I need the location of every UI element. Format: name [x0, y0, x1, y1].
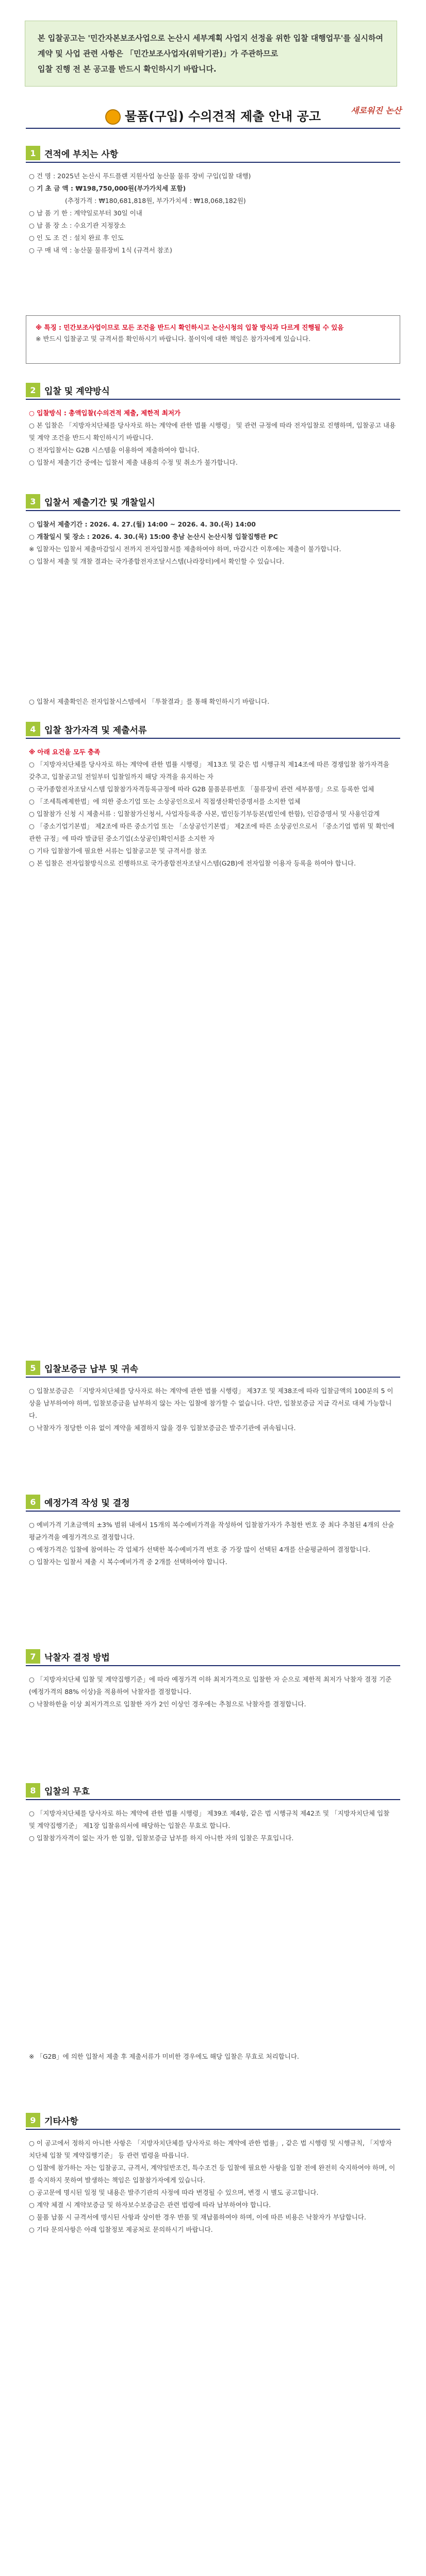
section-divider: [26, 1377, 400, 1378]
section-5-body: [29, 1385, 397, 1434]
section-divider: [26, 1511, 400, 1512]
etc-1: ○ 이 공고에서 정하지 아니한 사항은 「지방자치단체를 당사자로 하는 계약에 관한 법률」, 같은 법 시행령 및 시행규칙, 「지방자치단체 입찰 및 계약집행기준」 등 관련 법령을 따릅니다.: [29, 2139, 392, 2159]
section-2-body: [29, 407, 397, 469]
section-divider: [26, 1799, 400, 1800]
section-title: 견적에 부치는 사항: [44, 149, 119, 160]
item-base-amount: ○ 기 초 금 액 : ₩198,750,000원(부가가치세 포함): [29, 184, 186, 192]
contract-law: ○ 본 입찰은 「지방자치단체를 당사자로 하는 계약에 관한 법률 시행령」 및 관련 규정에 따라 전자입찰로 진행하며, 입찰공고 내용 및 계약 조건을 반드시 확인하시기 바랍니다.: [29, 421, 396, 442]
price-rule-1: ○ 예비가격 기초금액의 ±3% 범위 내에서 15개의 복수예비가격을 작성하여 입찰참가자가 추첨한 번호 중 최다 추첨된 4개의 산술평균가격을 예정가격으로 결정합니다.: [29, 1521, 395, 1541]
deposit-forfeit: ○ 낙찰자가 정당한 이유 없이 계약을 체결하지 않을 경우 입찰보증금은 발주기관에 귀속됩니다.: [29, 1424, 296, 1432]
invalid-rule-3: ※ 「G2B」에 의한 입찰서 제출 후 제출서류가 미비한 경우에도 해당 입찰은 무효로 처리합니다.: [29, 2053, 299, 2060]
section-divider: [26, 399, 400, 400]
section-8-body: [29, 1807, 397, 1844]
requirement-note: ※ 아래 요건을 모두 충족: [29, 748, 101, 756]
section-title: 기타사항: [44, 2116, 78, 2127]
section-divider: [26, 738, 400, 739]
section-8-header: [26, 1783, 90, 1798]
deposit-rule: ○ 입찰보증금은 「지방자치단체를 당사자로 하는 계약에 관한 법률 시행령」 제37조 및 제38조에 따라 입찰금액의 100분의 5 이상을 납부하여야 하며, 입찰보증금을 납부하지 않는 자는 입찰에 참가할 수 없습니다. 다만, 입찰보증금 지급 각서로 대체 가능합니다.: [29, 1387, 394, 1419]
section-number: 5: [26, 1361, 40, 1375]
section-number: 1: [26, 146, 40, 160]
section-title: 입찰 및 계약방식: [44, 386, 110, 397]
section-6-body: [29, 1519, 397, 1568]
section-divider: [26, 1665, 400, 1666]
section-4-header: [26, 721, 146, 737]
item-estimate: (추정가격 : ₩180,681,818원, 부가가치세 : ₩18,068,182원): [65, 197, 246, 205]
intro-line-2: 입찰 진행 전 본 공고를 반드시 확인하시기 바랍니다.: [38, 64, 217, 74]
section-number: 6: [26, 1495, 40, 1509]
section-divider: [26, 162, 400, 163]
requirement-7: ○ 본 입찰은 전자입찰방식으로 진행하므로 국가종합전자조달시스템(G2B)에 전자입찰 이용자 등록을 하여야 합니다.: [29, 859, 356, 867]
section-3-header: [26, 494, 155, 509]
result-check-note: ○ 입찰서 제출확인은 전자입찰시스템에서 「투찰결과」를 통해 확인하시기 바랍니다.: [29, 698, 270, 705]
section-title: 입찰보증금 납부 및 귀속: [44, 1364, 138, 1375]
section-9-header: [26, 2112, 78, 2128]
notice-line-1: ※ 특징 : 민간보조사업이므로 모든 조건을 반드시 확인하시고 논산시청의 입찰 방식과 다르게 진행될 수 있음: [36, 324, 344, 331]
result-note: ○ 입찰서 제출 및 개찰 결과는 국가종합전자조달시스템(나라장터)에서 확인할 수 있습니다.: [29, 557, 285, 565]
special-notice-box: [26, 315, 400, 364]
submit-note: ※ 입찰자는 입찰서 제출마감일시 전까지 전자입찰서를 제출하여야 하며, 마감시간 이후에는 제출이 불가합니다.: [29, 545, 341, 553]
contract-g2b: ○ 전자입찰서는 G2B 시스템을 이용하여 제출하여야 합니다.: [29, 446, 200, 454]
section-divider: [26, 510, 400, 511]
requirement-4: ○ 입찰참가 신청 시 제출서류 : 입찰참가신청서, 사업자등록증 사본, 법인등기부등본(법인에 한함), 인감증명서 및 사용인감계: [29, 810, 380, 818]
requirement-5: ○ 「중소기업기본법」 제2조에 따른 중소기업 또는 「소상공인기본법」 제2조에 따른 소상공인으로서 「중소기업 범위 및 확인에 관한 규정」에 따라 발급된 중소기업(소상공인)확인서를 소지한 자: [29, 822, 395, 842]
section-divider: [26, 2129, 400, 2130]
item-name: ○ 건 명 : 2025년 논산시 푸드플랜 지원사업 농산물 물류 장비 구입(입찰 대행): [29, 172, 251, 180]
etc-6: ○ 기타 문의사항은 아래 입찰정보 제공처로 문의하시기 바랍니다.: [29, 2226, 213, 2233]
award-rule-2: ○ 낙찰하한율 이상 최저가격으로 입찰한 자가 2인 이상인 경우에는 추첨으로 낙찰자를 결정합니다.: [29, 1700, 306, 1708]
submit-period: ○ 입찰서 제출기간 : 2026. 4. 27.(월) 14:00 ~ 2026. 4. 30.(목) 14:00: [29, 520, 256, 528]
notice-line-2: ※ 반드시 입찰공고 및 규격서를 확인하시기 바랍니다. 불이익에 대한 책임은 참가자에게 있습니다.: [36, 335, 311, 343]
section-number: 9: [26, 2113, 40, 2127]
section-number: 8: [26, 1783, 40, 1798]
section-number: 4: [26, 722, 40, 736]
section-title: 입찰서 제출기간 및 개찰일시: [44, 497, 155, 508]
section-7-body: [29, 1673, 397, 1710]
invalid-rule-1: ○ 「지방자치단체를 당사자로 하는 계약에 관한 법률 시행령」 제39조 제4항, 같은 법 시행규칙 제42조 및 「지방자치단체 입찰 및 계약집행기준」 제1장 입찰유의서에 해당하는 입찰은 무효로 합니다.: [29, 1809, 390, 1829]
price-rule-2: ○ 예정가격은 입찰에 참여하는 각 업체가 선택한 복수예비가격 번호 중 가장 많이 선택된 4개를 산술평균하여 결정합니다.: [29, 1546, 371, 1553]
intro-notice-box: [25, 21, 397, 87]
etc-3: ○ 공고문에 명시된 일정 및 내용은 발주기관의 사정에 따라 변경될 수 있으며, 변경 시 별도 공고합니다.: [29, 2189, 319, 2196]
requirement-6: ○ 기타 입찰참가에 필요한 서류는 입찰공고문 및 규격서를 참조: [29, 847, 207, 855]
contract-cancel: ○ 입찰서 제출기간 중에는 입찰서 제출 내용의 수정 및 취소가 불가합니다.: [29, 459, 238, 466]
section-title: 낙찰자 결정 방법: [44, 1652, 110, 1663]
page-title-text: 물품(구입) 수의견적 제출 안내 공고: [125, 109, 321, 124]
section-4-body: [29, 746, 397, 870]
award-rule-1: ○ 「지방자치단체 입찰 및 계약집행기준」에 따라 예정가격 이하 최저가격으로 입찰한 자 순으로 제한적 최저가 낙찰자 결정 기준(예정가격의 88% 이상)을 적용하여 낙찰자를 결정합니다.: [29, 1675, 392, 1696]
contract-method: ○ 입찰방식 : 총액입찰(수의견적 제출, 제한적 최저가: [29, 409, 181, 417]
item-place: ○ 납 품 장 소 : 수요기관 지정장소: [29, 222, 126, 229]
price-rule-3: ○ 입찰자는 입찰서 제출 시 복수예비가격 중 2개를 선택하여야 합니다.: [29, 1558, 227, 1566]
section-8-extra: [29, 2050, 397, 2063]
etc-5: ○ 물품 납품 시 규격서에 명시된 사항과 상이한 경우 반품 및 재납품하여야 하며, 이에 따른 비용은 낙찰자가 부담합니다.: [29, 2213, 366, 2221]
item-delivery: ○ 인 도 조 건 : 설치 완료 후 인도: [29, 234, 124, 242]
section-title: 예정가격 작성 및 결정: [44, 1498, 130, 1509]
section-number: 7: [26, 1649, 40, 1664]
etc-4: ○ 계약 체결 시 계약보증금 및 하자보수보증금은 관련 법령에 따라 납부하여야 합니다.: [29, 2201, 271, 2209]
section-3-extra: [29, 696, 397, 708]
section-number: 3: [26, 494, 40, 509]
requirement-2: ○ 국가종합전자조달시스템 입찰참가자격등록규정에 따라 G2B 물품분류번호 「물류장비 관련 세부품명」으로 등록한 업체: [29, 785, 374, 793]
etc-2: ○ 입찰에 참가하는 자는 입찰공고, 규격서, 계약일반조건, 특수조건 등 입찰에 필요한 사항을 입찰 전에 완전히 숙지하여야 하며, 이를 숙지하지 못하여 발생하는 책임은 입찰참가자에게 있습니다.: [29, 2164, 396, 2184]
city-brand-logo: 새로워진 논산: [351, 106, 402, 115]
section-5-header: [26, 1360, 138, 1376]
coin-icon: [105, 109, 121, 125]
invalid-rule-2: ○ 입찰참가자격이 없는 자가 한 입찰, 입찰보증금 납부를 하지 아니한 자의 입찰은 무효입니다.: [29, 1834, 294, 1842]
requirement-3: ○ 「조세특례제한법」에 의한 중소기업 또는 소상공인으로서 직접생산확인증명서를 소지한 업체: [29, 798, 301, 805]
section-7-header: [26, 1649, 110, 1664]
section-3-body: [29, 518, 397, 568]
requirement-1: ○ 「지방자치단체를 당사자로 하는 계약에 관한 법률 시행령」 제13조 및 같은 법 시행규칙 제14조에 따른 경쟁입찰 참가자격을 갖추고, 입찰공고일 전일부터 입찰일까지 해당 자격을 유지하는 자: [29, 760, 389, 781]
section-1-body: [29, 170, 397, 257]
section-2-header: [26, 382, 110, 398]
intro-line-1: 본 입찰공고는 '민간자본보조사업으로 논산시 세부계획 사업지 선정을 위한 입찰 대행업무'를 실시하여 계약 및 사업 관련 사항은 「민간보조사업자(위탁기관)」가 주관하므로: [38, 33, 383, 58]
section-title: 입찰 참가자격 및 제출서류: [44, 725, 147, 736]
section-number: 2: [26, 383, 40, 397]
item-contents: ○ 구 매 내 역 : 농산물 물류장비 1식 (규격서 참조): [29, 246, 172, 254]
section-title: 입찰의 무효: [44, 1786, 90, 1797]
item-deadline: ○ 납 품 기 한 : 계약일로부터 30일 이내: [29, 209, 142, 217]
section-9-body: [29, 2137, 397, 2236]
section-1-header: [26, 145, 118, 161]
opening-time: ○ 개찰일시 및 장소 : 2026. 4. 30.(목) 15:00 충남 논산시 논산시청 입찰집행관 PC: [29, 533, 278, 540]
section-6-header: [26, 1494, 130, 1510]
title-divider: [26, 128, 400, 129]
